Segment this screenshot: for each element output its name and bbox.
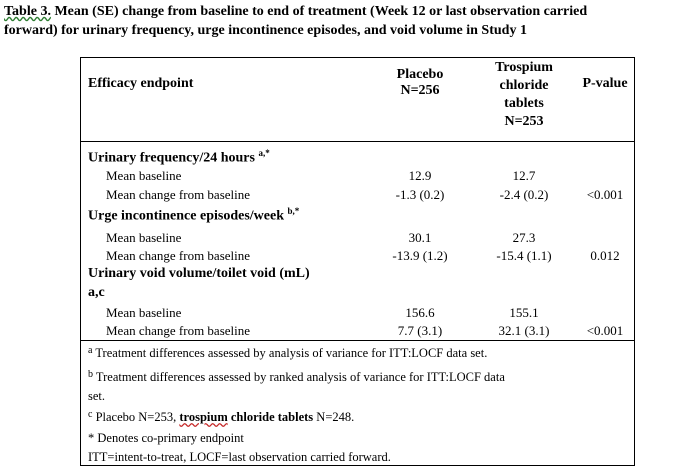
cell-placebo: 156.6: [405, 305, 435, 320]
row-label: Mean baseline: [106, 305, 182, 320]
footnote-divider: [80, 340, 635, 341]
section-urinary-frequency: Urinary frequency/24 hours $^{a,*}$: [88, 148, 270, 166]
row-label: Mean change from baseline: [106, 187, 251, 202]
footnote-b: $^b$ Treatment differences assessed by ranked analysis of variance for ITT:LOCF data: [88, 369, 505, 384]
row-label: Mean change from baseline: [106, 248, 251, 263]
caption-line-2: forward) for urinary frequency, urge incontinence episodes, and void volume in Study 1: [4, 23, 527, 38]
cell-trospium: 32.1 (3.1): [498, 323, 550, 338]
cell-p-value: <0.001: [586, 323, 624, 338]
cell-placebo: -13.9 (1.2): [392, 248, 448, 263]
header-placebo: Placebo N=256: [396, 67, 444, 98]
section-void-volume-sup: a,c: [88, 285, 105, 300]
header-efficacy-endpoint: Efficacy endpoint: [88, 76, 194, 91]
caption-line-1: [4, 2, 666, 21]
cell-trospium: 12.7: [512, 168, 536, 183]
cell-placebo: 12.9: [408, 168, 432, 183]
cell-p-value: 0.012: [590, 248, 620, 263]
section-urge-incontinence: Urge incontinence episodes/week $^{b,*}$: [88, 206, 300, 224]
cell-trospium: 27.3: [512, 230, 536, 245]
caption-text-1: Mean (SE) change from baseline to end of treatment (Week 12 or last observation carried: [50, 4, 588, 19]
cell-trospium: -15.4 (1.1): [496, 248, 552, 263]
section-void-volume: Urinary void volume/toilet void (mL): [88, 266, 310, 281]
row-label: Mean change from baseline: [106, 323, 251, 338]
header-p-value: P-value: [582, 76, 628, 91]
cell-placebo: -1.3 (0.2): [395, 187, 445, 202]
footnote-a: $^a$ Treatment differences assessed by analysis of variance for ITT:LOCF data set.: [88, 345, 488, 360]
footnote-itt: ITT=intent-to-treat, LOCF=last observation carried forward.: [88, 450, 391, 464]
table-caption: [4, 2, 666, 40]
footnote-star: * Denotes co-primary endpoint: [88, 431, 244, 445]
cell-p-value: <0.001: [586, 187, 624, 202]
footnote-c: $^c$ Placebo N=253, trospium chloride tablets N=248.: [88, 409, 355, 424]
caption-label: Table 3.: [4, 4, 51, 19]
cell-placebo: 7.7 (3.1): [397, 323, 443, 338]
row-label: Mean baseline: [106, 168, 182, 183]
header-trospium: Trospium chloride tablets N=253: [495, 60, 553, 129]
header-divider: [80, 141, 635, 142]
cell-placebo: 30.1: [408, 230, 432, 245]
row-label: Mean baseline: [106, 230, 182, 245]
cell-trospium: 155.1: [509, 305, 539, 320]
cell-trospium: -2.4 (0.2): [499, 187, 549, 202]
footnote-b-cont: set.: [88, 389, 106, 403]
